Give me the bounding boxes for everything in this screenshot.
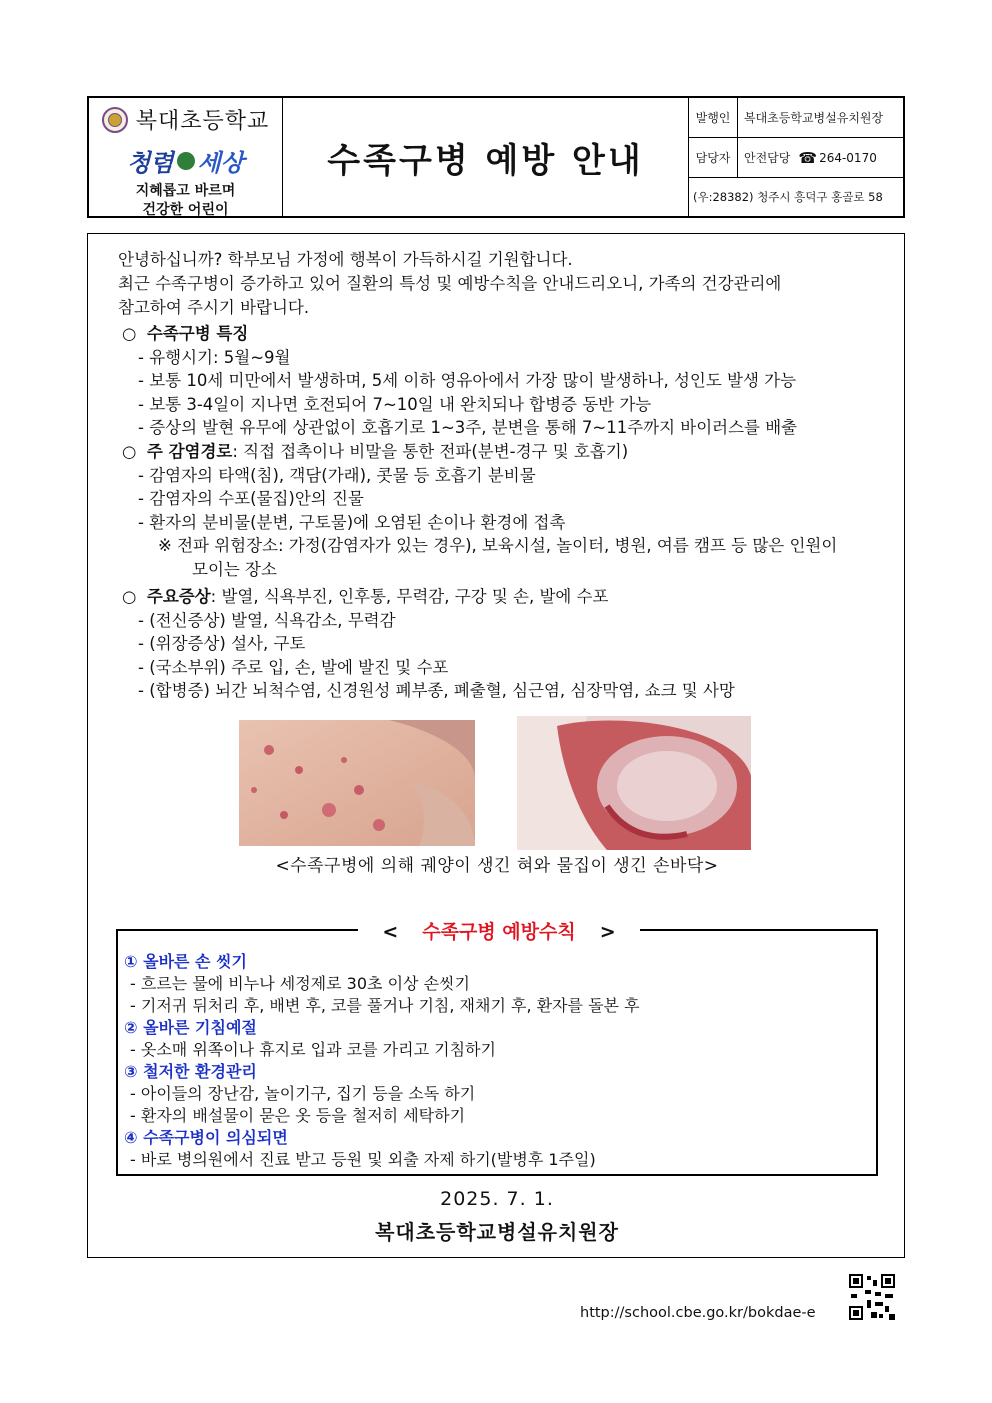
section-heading [122,585,892,609]
slogan-logo [127,143,244,178]
list-item: - (위장증상) 설사, 구토 [138,634,306,653]
title-bracket-close: > [588,921,628,943]
list-item: - 감염자의 수포(물집)안의 진물 [138,489,364,508]
phone-icon: ☎ [798,148,818,167]
list-item: - 증상의 발현 유무에 상관없이 호흡기로 1~3주, 분변을 통해 7~11주까지 바이러스를 배출 [138,418,798,437]
issue-date: 2025. 7. 1. [440,1188,554,1210]
note-text: ※ 전파 위험장소: 가정(감염자가 있는 경우), 보육시설, 놀이터, 병원, 여름 캠프 등 많은 인원이 [158,536,838,555]
list-item: - (전신증상) 발열, 식욕감소, 무력감 [138,610,396,630]
signer: 복대초등학교병설유치원장 [375,1220,619,1244]
hand-blisters-photo [239,720,475,846]
list-item: - 감염자의 타액(침), 객담(가래), 콧물 등 호흡기 분비물 [138,465,536,485]
list-item: - 보통 3-4일이 지나면 호전되어 7~10일 내 완치되나 합병증 동반 가능 [138,394,652,414]
section-symptoms [122,585,892,703]
publisher-label: 발행인 [689,98,738,137]
slogan-part-2: 세상 [197,148,244,177]
note-text-cont: 모이는 장소 [192,559,277,579]
intro-text [118,248,888,320]
prevention-item-line: - 흐르는 물에 비누나 세정제로 30초 이상 손씻기 [130,974,470,993]
section-heading [122,440,892,464]
section-summary: : 직접 접촉이나 비말을 통한 전파(분변-경구 및 호흡기) [232,442,629,461]
school-name-row [102,104,270,135]
school-url-link[interactable]: http://school.cbe.go.kr/bokdae-e [580,1305,816,1321]
prevention-item-line: - 옷소매 위쪽이나 휴지로 입과 코를 가리고 기침하기 [130,1040,496,1059]
list-item: - 환자의 분비물(분변, 구토물)에 오염된 손이나 환경에 접촉 [138,512,566,532]
intro-line: 참고하여 주시기 바랍니다. [118,298,310,317]
publisher-row [689,98,903,138]
contact-value: 안전담당 [744,151,791,165]
slogan-emblem-icon [177,152,195,170]
page-title: 수족구병 예방 안내 [327,140,644,181]
list-item: - 보통 10세 미만에서 발생하며, 5세 이하 영유아에서 가장 많이 발생하나, 성인도 발생 가능 [138,371,797,390]
prevention-item-line: - 바로 병의원에서 진료 받고 등원 및 외출 자제 하기(발병후 1주일) [130,1150,596,1169]
address: (우:28382) 청주시 흥덕구 홍골로 58 [693,190,883,204]
title-cell [283,98,689,216]
school-name: 복대초등학교 [135,109,270,134]
section-title: 주요증상 [146,587,211,606]
prevention-item-heading: ① 올바른 손 씻기 [124,952,247,971]
document-header [87,96,905,218]
contact-label: 담당자 [689,138,738,177]
school-emblem-icon [102,107,128,133]
publisher-value: 복대초등학교병설유치원장 [744,111,884,125]
circle-marker: ○ [122,587,137,606]
intro-line: 안녕하십니까? 학부모님 가정에 행복이 가득하시길 기원합니다. [118,250,573,269]
prevention-item-heading: ② 올바른 기침예절 [124,1018,257,1037]
intro-line: 최근 수족구병이 증가하고 있어 질환의 특성 및 예방수칙을 안내드리오니, 가족의 건강관리에 [118,274,782,293]
section-summary: : 발열, 식욕부진, 인후통, 무력감, 구강 및 손, 발에 수포 [210,587,609,606]
photo-caption: <수족구병에 의해 궤양이 생긴 혀와 물집이 생긴 손바닥> [275,856,719,876]
qr-code-icon [847,1272,897,1322]
section-title: 수족구병 특징 [146,324,249,343]
circle-marker: ○ [122,324,137,343]
address-row [689,178,903,216]
prevention-title [118,917,880,944]
prevention-item-heading: ③ 철저한 환경관리 [124,1062,257,1081]
contact-value-cell [738,138,903,177]
prevention-box [116,921,878,1176]
list-item: - (국소부위) 주로 입, 손, 발에 발진 및 수포 [138,657,449,677]
section-infection-route [122,440,892,581]
contact-phone: 264-0170 [819,150,877,165]
motto-line-2: 건강한 어린이 [142,202,229,218]
main-content [87,233,905,1258]
prevention-list [124,951,864,1171]
slogan-part-1: 청렴 [127,148,174,177]
contact-row [689,138,903,178]
list-item: - (합병증) 뇌간 뇌척수염, 신경원성 폐부종, 폐출혈, 심근염, 심장막염, 쇼크 및 사망 [138,681,735,700]
section-characteristics [122,322,892,440]
issuer-info [689,98,903,216]
prevention-item-line: - 환자의 배설물이 묻은 옷 등을 철저히 세탁하기 [130,1106,466,1125]
circle-marker: ○ [122,442,137,461]
list-item: - 유행시기: 5월~9월 [138,347,291,367]
prevention-item-line: - 아이들의 장난감, 놀이기구, 집기 등을 소독 하기 [130,1084,476,1103]
section-heading [122,322,892,346]
prevention-item-heading: ④ 수족구병이 의심되면 [124,1128,288,1147]
prevention-item-line: - 기저귀 뒤처리 후, 배변 후, 코를 풀거나 기침, 재채기 후, 환자를 돌본 후 [130,996,640,1015]
school-motto [136,182,236,220]
tongue-ulcer-photo [517,716,751,850]
school-info [89,98,283,216]
motto-line-1: 지혜롭고 바르며 [135,183,236,199]
prevention-title-text: 수족구병 예방수칙 [410,921,587,943]
title-bracket-open: < [370,921,410,943]
section-title: 주 감염경로 [146,442,233,461]
